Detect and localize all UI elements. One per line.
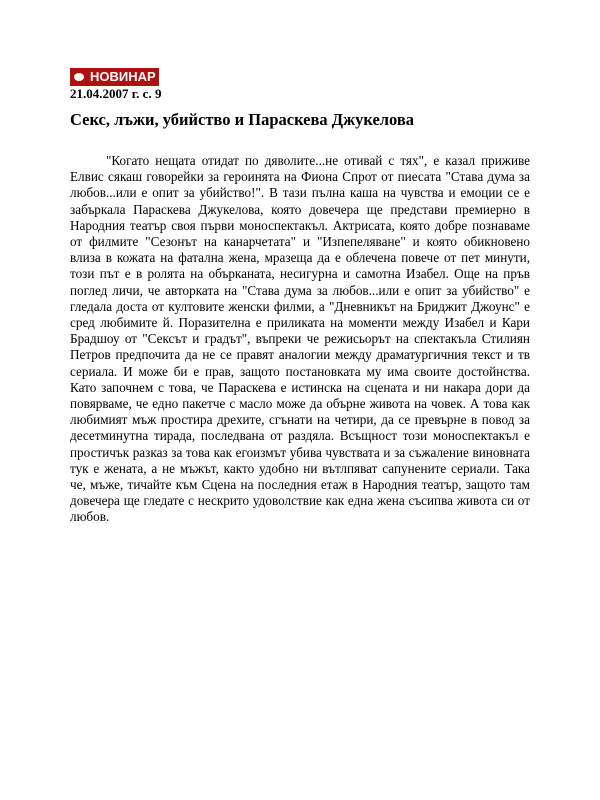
article-body: "Когато нещата отидат по дяволите...не отивай с тях", е казал приживе Елвис сякаш говорейки за героинята на Фиона Спрот от пиесата "Става дума за любов...или е опит за убийство!". В тази пълна каша на чувства и емоции се е забъркала Параскева Джукелова, която довечера ще представи премиерно в Народния театър своя първи моноспектакъл. Актрисата, която добре познаваме от филмите "Сезонът на канарчетата" и "Изпепеляване" и която обикновено влиза в кожата на фатална жена, мразеща да е облечена повече от пет минути, този път е в ролята на обърканата, несигурна и самотна Изабел. Още на пръв поглед личи, че авторката на "Става дума за любов...или е опит за убийство" е гледала доста от култовите женски филми, а "Дневникът на Бриджит Джоунс" е сред любимите й. Поразителна е приликата на моменти между Изабел и Кари Брадшоу от "Сексът и градът", въпреки че режисьорът на спектакъла Стилиян Петров предпочита да не се правят аналогии между драматургичния текст и тв сериала. И може би е прав, защото постановката му има своите достойнства. Като започнем с това, че Параскева е истинска на сцената и ни накара дори да повярваме, че едно пакетче с масло може да обърне живота на човек. А това как любимият мъж простира дрехите, сгънати на четири, да се превърне в повод за десетминутна тирада, последвана от раздяла. Всъщност този моноспектакъл е простичък разказ за това как егоизмът убива чувствата и за съжаление виновната тук е жената, а не мъжът, както удобно ни вътлпяват сапунените сериали. Така че, мъже, тичайте към Сцена на последния етаж в Народния театър, защото там довечера ще гледате с нескрито удоволствие как една жена съсипва живота си от любов. [70, 153, 530, 525]
newspaper-logo [70, 68, 159, 86]
newspaper-logo-icon [70, 68, 88, 86]
article-headline: Секс, лъжи, убийство и Параскева Джукелова [70, 110, 415, 129]
issue-date: 21.04.2007 г. с. 9 [70, 86, 162, 101]
logo-text: НОВИНАР [88, 68, 159, 86]
